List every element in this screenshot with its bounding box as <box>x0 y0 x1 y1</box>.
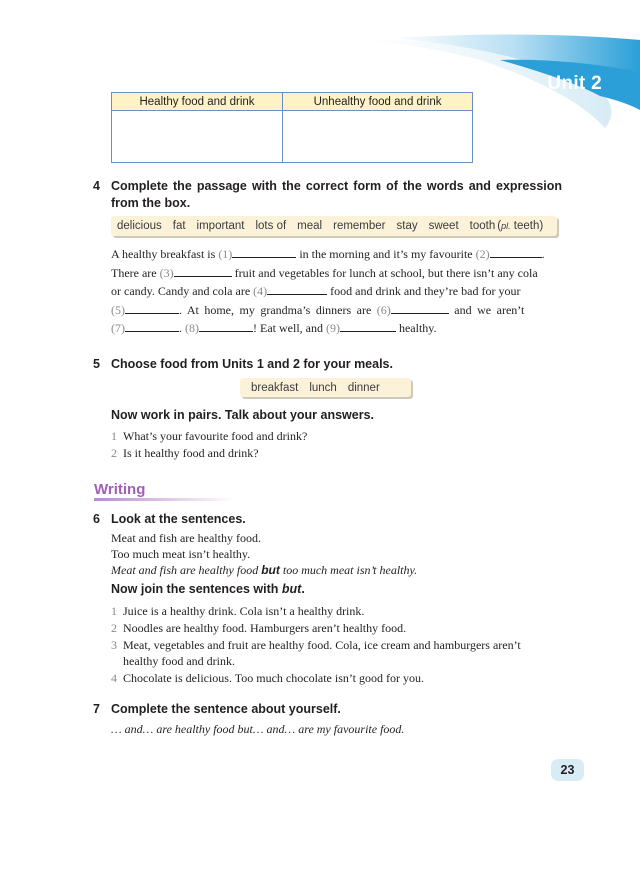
table-cell-healthy[interactable] <box>112 111 283 163</box>
blank-number: (9) <box>325 321 340 335</box>
q6-item-continued: healthy food and drink. <box>123 654 235 668</box>
blank-number: (2) <box>475 247 490 261</box>
passage-text: food and drink and they’re bad for your <box>330 284 521 298</box>
passage-text: healthy. <box>398 321 437 335</box>
writing-heading: Writing <box>94 481 146 498</box>
word-box: delicious fat important lots of meal remember stay sweet tooth (pl. teeth) <box>111 216 557 236</box>
blank-number: (3) <box>159 265 174 280</box>
table-header-unhealthy: Unhealthy food and drink <box>283 93 473 111</box>
blank-7[interactable] <box>125 320 179 332</box>
q7-sentence: … and… are healthy food but… and… are my favourite food. <box>111 722 405 736</box>
item-text: Juice is a healthy drink. Cola isn’t a healthy drink. <box>123 604 365 618</box>
word: tooth <box>469 220 496 232</box>
meal-word: lunch <box>309 381 337 394</box>
plural-abbrev: pl. <box>501 221 511 231</box>
passage-text: . <box>179 321 182 335</box>
example-sentence-1: Meat and fish are healthy food. <box>111 531 261 545</box>
passage-text: in the morning and it’s my favourite <box>299 247 473 261</box>
word: lots of <box>255 220 287 232</box>
passage-text: . At home, my grandma’s dinners are <box>179 302 372 317</box>
item-text: Meat, vegetables and fruit are healthy food. Cola, ice cream and hamburgers aren’t <box>123 638 521 652</box>
q6-title: Look at the sentences. <box>111 512 246 526</box>
blank-number: (1) <box>218 247 233 261</box>
item-number: 2 <box>111 621 117 635</box>
blank-5[interactable] <box>125 302 179 314</box>
passage-text: A healthy breakfast is <box>111 247 216 261</box>
q6-item <box>111 620 406 637</box>
unit-label: Unit 2 <box>547 73 602 94</box>
item-text: Chocolate is delicious. Too much chocolate isn’t good for you. <box>123 671 424 685</box>
q7-number: 7 <box>93 702 100 716</box>
q5-pairs-title: Now work in pairs. Talk about your answers. <box>111 408 375 422</box>
word: fat <box>172 220 186 232</box>
blank-9[interactable] <box>340 320 396 332</box>
blank-1[interactable] <box>232 246 296 258</box>
blank-4[interactable] <box>267 283 327 295</box>
blank-2[interactable] <box>490 246 542 258</box>
q4-passage <box>111 245 555 338</box>
blank-number: (4) <box>253 284 268 298</box>
q4-title-line1: Complete the passage with the correct form of the words and expression <box>111 179 563 193</box>
blank-number: (7) <box>111 321 125 335</box>
item-number: 3 <box>111 638 117 652</box>
plural-word: teeth <box>513 220 540 232</box>
blank-number: (8) <box>185 321 199 335</box>
join-title-text: Now join the sentences with <box>111 582 279 596</box>
table-header-healthy: Healthy food and drink <box>112 93 283 111</box>
blank-3[interactable] <box>174 265 232 277</box>
passage-text: and we aren’t <box>454 302 525 317</box>
page-number: 23 <box>551 759 584 781</box>
word: important <box>196 220 245 232</box>
item-text: Noodles are healthy food. Hamburgers aren’t healthy food. <box>123 621 407 635</box>
blank-number: (6) <box>376 302 391 317</box>
blank-number: (5) <box>111 302 125 317</box>
word: delicious <box>117 220 162 232</box>
item-text: What’s your favourite food and drink? <box>123 429 308 443</box>
join-title-word: but <box>281 582 302 596</box>
joined-part: Meat and fish are healthy food <box>111 563 259 577</box>
q4-number: 4 <box>93 179 100 193</box>
table-cell-unhealthy[interactable] <box>283 111 473 163</box>
passage-text: or candy. Candy and cola are <box>111 284 251 298</box>
q6-number: 6 <box>93 512 100 526</box>
q6-item <box>111 670 424 687</box>
passage-text: . <box>541 247 545 261</box>
q5-number: 5 <box>93 357 100 371</box>
word: meal <box>297 220 323 232</box>
q5-title: Choose food from Units 1 and 2 for your meals. <box>111 357 393 371</box>
q6-item <box>111 603 364 620</box>
passage-text: fruit and vegetables for lunch at school, but there isn’t any cola <box>234 265 538 280</box>
word: stay <box>396 220 418 232</box>
word: remember <box>333 220 386 232</box>
food-table <box>111 92 473 163</box>
meal-box <box>240 378 411 397</box>
q6-join-title <box>111 582 305 596</box>
item-number: 1 <box>111 429 117 443</box>
writing-underline <box>94 498 234 501</box>
blank-6[interactable] <box>391 302 449 314</box>
passage-text: ! Eat well, and <box>253 321 323 335</box>
meal-word: dinner <box>347 381 380 394</box>
meal-word: breakfast <box>251 381 299 394</box>
q6-item <box>111 637 521 654</box>
q5-question <box>111 445 259 462</box>
example-sentence-2: Too much meat isn’t healthy. <box>111 547 251 561</box>
item-text: Is it healthy food and drink? <box>123 446 259 460</box>
join-title-text: . <box>301 582 305 596</box>
q5-question <box>111 428 307 445</box>
q4-title-line2: from the box. <box>111 196 191 210</box>
blank-8[interactable] <box>199 320 253 332</box>
joined-conjunction: but <box>261 563 280 577</box>
joined-part: too much meat isn’t healthy. <box>282 563 418 577</box>
item-number: 1 <box>111 604 117 618</box>
word: sweet <box>428 220 459 232</box>
item-number: 2 <box>111 446 117 460</box>
item-number: 4 <box>111 671 117 685</box>
example-joined-sentence <box>111 562 417 579</box>
q7-title: Complete the sentence about yourself. <box>111 702 341 716</box>
passage-text: There are <box>111 265 157 280</box>
